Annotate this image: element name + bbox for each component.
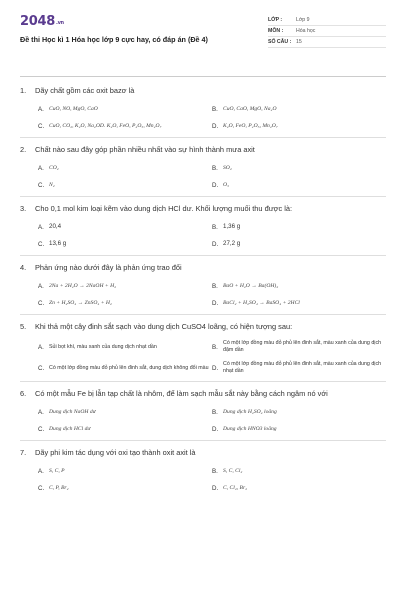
- question-stem: [20, 263, 386, 273]
- option-a[interactable]: [38, 222, 212, 232]
- question-number: 1.: [20, 86, 27, 95]
- question-stem: [20, 448, 386, 458]
- question-4: [20, 263, 386, 315]
- option-letter: D.: [212, 240, 219, 248]
- option-letter: B.: [212, 105, 218, 113]
- option-text: Có một lớp đồng màu đỏ phủ lên đinh sắt, màu xanh của dung dịch đậm dần: [223, 340, 382, 353]
- question-number: 2.: [20, 145, 27, 154]
- option-d[interactable]: [212, 483, 386, 493]
- option-d[interactable]: [212, 361, 386, 375]
- option-letter: B.: [212, 164, 218, 172]
- option-d[interactable]: [212, 180, 386, 190]
- question-stem: [20, 145, 386, 155]
- option-text: C, Cl₂, Br₂: [223, 485, 248, 491]
- exam-meta: [268, 15, 386, 76]
- option-b[interactable]: [212, 222, 386, 232]
- option-text: Dung dịch HNO3 loãng: [223, 426, 277, 432]
- meta-label: SỐ CÂU :: [268, 39, 292, 45]
- option-letter: D.: [212, 364, 219, 372]
- answer-options: [20, 104, 386, 131]
- option-text: C, P, Br₂: [49, 485, 69, 491]
- option-letter: D.: [212, 299, 219, 307]
- option-text: BaCl₂ + H₂SO₄ → BaSO₄ + 2HCl: [223, 300, 300, 306]
- option-text: Dung dịch H₂SO₄ loãng: [223, 409, 277, 415]
- option-a[interactable]: [38, 340, 212, 354]
- meta-value: Hóa học: [296, 28, 316, 34]
- option-text: S, C, Cl₂: [223, 468, 243, 474]
- option-d[interactable]: [212, 424, 386, 434]
- option-d[interactable]: [212, 298, 386, 308]
- option-c[interactable]: [38, 180, 212, 190]
- option-letter: C.: [38, 240, 45, 248]
- option-text: Zn + H₂SO₄ → ZnSO₄ + H₂: [49, 300, 112, 306]
- question-number: 5.: [20, 322, 27, 331]
- option-c[interactable]: [38, 483, 212, 493]
- option-text: Dung dịch HCl dư: [49, 426, 91, 432]
- option-letter: C.: [38, 181, 45, 189]
- answer-options: [20, 407, 386, 434]
- option-letter: A.: [38, 282, 44, 290]
- option-letter: D.: [212, 122, 219, 130]
- option-text: O₃: [223, 182, 229, 188]
- question-7: [20, 448, 386, 499]
- meta-label: MÔN :: [268, 28, 284, 34]
- meta-row-count: [268, 37, 386, 48]
- option-d[interactable]: [212, 239, 386, 249]
- option-letter: B.: [212, 343, 218, 351]
- question-number: 4.: [20, 263, 27, 272]
- option-a[interactable]: [38, 163, 212, 173]
- question-number: 6.: [20, 389, 27, 398]
- question-text: Dãy chất gồm các oxit bazơ là: [35, 86, 135, 95]
- option-letter: C.: [38, 425, 45, 433]
- option-letter: B.: [212, 282, 218, 290]
- answer-options: [20, 281, 386, 308]
- option-c[interactable]: [38, 239, 212, 249]
- option-c[interactable]: [38, 361, 212, 375]
- header-divider: [20, 76, 386, 77]
- question-text: Có một mẫu Fe bị lẫn tạp chất là nhôm, để làm sạch mẫu sắt này bằng cách ngâm nó với: [35, 389, 328, 398]
- option-letter: C.: [38, 122, 45, 130]
- option-letter: C.: [38, 364, 45, 372]
- question-stem: [20, 389, 386, 399]
- question-text: Phản ứng nào dưới đây là phản ứng trao đổi: [35, 263, 182, 272]
- option-text: S, C, P: [49, 468, 65, 474]
- option-a[interactable]: [38, 281, 212, 291]
- meta-row-class: [268, 15, 386, 26]
- option-letter: A.: [38, 223, 44, 231]
- option-letter: C.: [38, 484, 45, 492]
- question-text: Chất nào sau đây góp phần nhiều nhất vào sự hình thành mưa axit: [35, 145, 255, 154]
- option-text: 1,36 g: [223, 223, 241, 230]
- option-text: N₂: [49, 182, 55, 188]
- option-text: BaO + H₂O → Ba(OH)₂: [223, 283, 279, 289]
- meta-value: Lớp 9: [296, 17, 310, 23]
- option-d[interactable]: [212, 121, 386, 131]
- question-1: [20, 86, 386, 138]
- option-text: CO₂: [49, 165, 59, 171]
- header-left: [20, 12, 260, 76]
- option-c[interactable]: [38, 121, 212, 131]
- option-letter: A.: [38, 164, 44, 172]
- question-number: 7.: [20, 448, 27, 457]
- question-3: [20, 204, 386, 256]
- option-text: CuO, NO, MgO, CaO: [49, 106, 98, 112]
- option-text: Sủi bọt khí, màu xanh của dung dịch nhạt dần: [49, 343, 157, 350]
- option-letter: D.: [212, 484, 219, 492]
- option-letter: C.: [38, 299, 45, 307]
- option-letter: B.: [212, 223, 218, 231]
- meta-value: 15: [296, 39, 302, 45]
- option-b[interactable]: [212, 407, 386, 417]
- option-c[interactable]: [38, 424, 212, 434]
- option-a[interactable]: [38, 466, 212, 476]
- question-6: [20, 389, 386, 441]
- option-letter: A.: [38, 467, 44, 475]
- option-text: K₂O, FeO, P₂O₅, Mn₂O₇: [223, 123, 278, 129]
- option-text: 2Na + 2H₂O → 2NaOH + H₂: [49, 283, 117, 289]
- meta-row-subject: [268, 26, 386, 37]
- question-5: [20, 322, 386, 382]
- option-b[interactable]: [212, 163, 386, 173]
- answer-options: [20, 163, 386, 190]
- option-a[interactable]: [38, 407, 212, 417]
- option-b[interactable]: [212, 340, 386, 354]
- page-title: Đề thi Học kì 1 Hóa học lớp 9 cực hay, có đáp án (Đề 4): [20, 35, 208, 44]
- option-b[interactable]: [212, 104, 386, 114]
- option-text: Có một lớp đồng màu đỏ phủ lên đinh sắt, dung dịch không đổi màu: [49, 364, 209, 371]
- answer-options: [20, 466, 386, 493]
- question-stem: [20, 86, 386, 96]
- option-letter: A.: [38, 105, 44, 113]
- option-letter: A.: [38, 408, 44, 416]
- option-text: Dung dịch NaOH dư: [49, 409, 96, 415]
- question-text: Khi thả một cây đinh sắt sạch vào dung dịch CuSO4 loãng, có hiện tượng sau:: [35, 322, 293, 331]
- question-text: Cho 0,1 mol kim loại kẽm vào dung dịch HCl dư. Khối lượng muối thu được là:: [35, 204, 293, 213]
- question-stem: [20, 204, 386, 214]
- question-number: 3.: [20, 204, 27, 213]
- question-text: Dãy phi kim tác dụng với oxi tạo thành oxit axit là: [35, 448, 196, 457]
- answer-options: [20, 340, 386, 375]
- option-a[interactable]: [38, 104, 212, 114]
- site-logo[interactable]: [20, 14, 260, 29]
- option-text: SO₂: [223, 165, 232, 171]
- option-text: 20,4: [49, 223, 62, 230]
- option-letter: D.: [212, 425, 219, 433]
- option-b[interactable]: [212, 466, 386, 476]
- option-text: Có một lớp đồng màu đỏ phủ lên đinh sắt, màu xanh của dung dịch nhạt dần: [223, 361, 382, 374]
- option-letter: D.: [212, 181, 219, 189]
- logo-text: 2048: [20, 14, 55, 29]
- exam-header: [20, 12, 386, 76]
- option-text: CuO, CaO, MgO, Na₂O: [223, 106, 277, 112]
- option-b[interactable]: [212, 281, 386, 291]
- option-letter: B.: [212, 467, 218, 475]
- answer-options: [20, 222, 386, 249]
- option-c[interactable]: [38, 298, 212, 308]
- option-text: 13,6 g: [49, 240, 67, 247]
- option-text: 27,2 g: [223, 240, 241, 247]
- question-2: [20, 145, 386, 197]
- meta-label: LỚP :: [268, 17, 283, 23]
- logo-tld: .vn: [55, 20, 64, 26]
- question-stem: [20, 322, 386, 332]
- option-text: CuO, CO₂, K₂O, Na₂OD. K₂O, FeO, P₂O₅, Mn₂O₇: [49, 123, 162, 129]
- option-letter: A.: [38, 343, 44, 351]
- option-letter: B.: [212, 408, 218, 416]
